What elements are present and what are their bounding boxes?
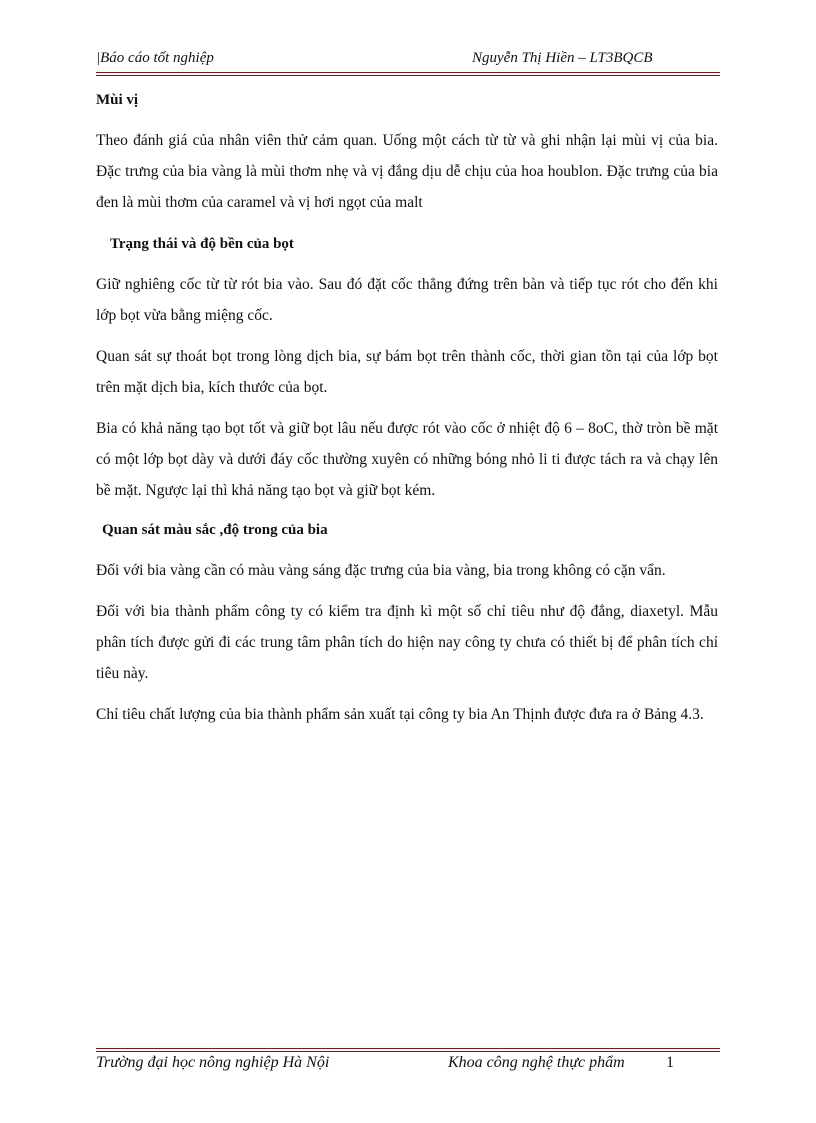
page-number: 1 bbox=[666, 1054, 674, 1071]
footer-faculty: Khoa công nghệ thực phẩm bbox=[448, 1054, 625, 1071]
paragraph-color: Đối với bia vàng cần có màu vàng sáng đặc trưng của bia vàng, bia trong không có cặn vẩn. bbox=[96, 562, 666, 579]
section-heading-color: Quan sát màu sắc ,độ trong của bia bbox=[102, 522, 328, 538]
paragraph-foam-observe: Quan sát sự thoát bọt trong lòng dịch bia, sự bám bọt trên thành cốc, thời gian tồn tại của lớp bọt trên mặt dịch bia, kích thước của bọt. bbox=[96, 348, 718, 396]
paragraph-taste: Theo đánh giá của nhân viên thử cảm quan. Uống một cách từ từ và ghi nhận lại mùi vị của bia. Đặc trưng của bia vàng là mùi thơm nhẹ và vị đắng dịu dễ chịu của hoa houblon. Đặc trưng của bia đen là mùi thơm của caramel và vị hơi ngọt của malt bbox=[96, 132, 718, 211]
header-report-title: |Báo cáo tốt nghiệp bbox=[96, 50, 214, 66]
footer-university: Trường đại học nông nghiệp Hà Nội bbox=[96, 1054, 330, 1071]
footer-divider bbox=[96, 1048, 720, 1052]
page-header bbox=[96, 50, 720, 70]
paragraph-quality-table: Chỉ tiêu chất lượng của bia thành phẩm sản xuất tại công ty bia An Thịnh được đưa ra ở Bảng 4.3. bbox=[96, 706, 704, 723]
header-author: Nguyễn Thị Hiền – LT3BQCB bbox=[472, 50, 653, 66]
section-heading-foam: Trạng thái và độ bền của bọt bbox=[110, 236, 294, 252]
paragraph-foam-pour: Giữ nghiêng cốc từ từ rót bia vào. Sau đó đặt cốc thẳng đứng trên bàn và tiếp tục rót cho đến khi lớp bọt vừa bằng miệng cốc. bbox=[96, 276, 718, 324]
header-divider bbox=[96, 72, 720, 76]
paragraph-testing: Đối với bia thành phẩm công ty có kiểm tra định kì một số chỉ tiêu như độ đắng, diaxetyl. Mẫu phân tích được gửi đi các trung tâm phân tích do hiện nay công ty chưa có thiết bị để phân tích chỉ tiêu này. bbox=[96, 603, 718, 682]
section-heading-taste: Mùi vị bbox=[96, 92, 139, 108]
page-footer bbox=[96, 1054, 720, 1076]
paragraph-foam-quality: Bia có khả năng tạo bọt tốt và giữ bọt lâu nếu được rót vào cốc ở nhiệt độ 6 – 8oC, thờ tròn bề mặt có một lớp bọt dày và dưới đáy cốc thường xuyên có những bóng nhỏ li ti được tách ra và chạy lên bề mặt. Ngược lại thì khả năng tạo bọt và giữ bọt kém. bbox=[96, 420, 718, 499]
document-body bbox=[96, 92, 718, 730]
